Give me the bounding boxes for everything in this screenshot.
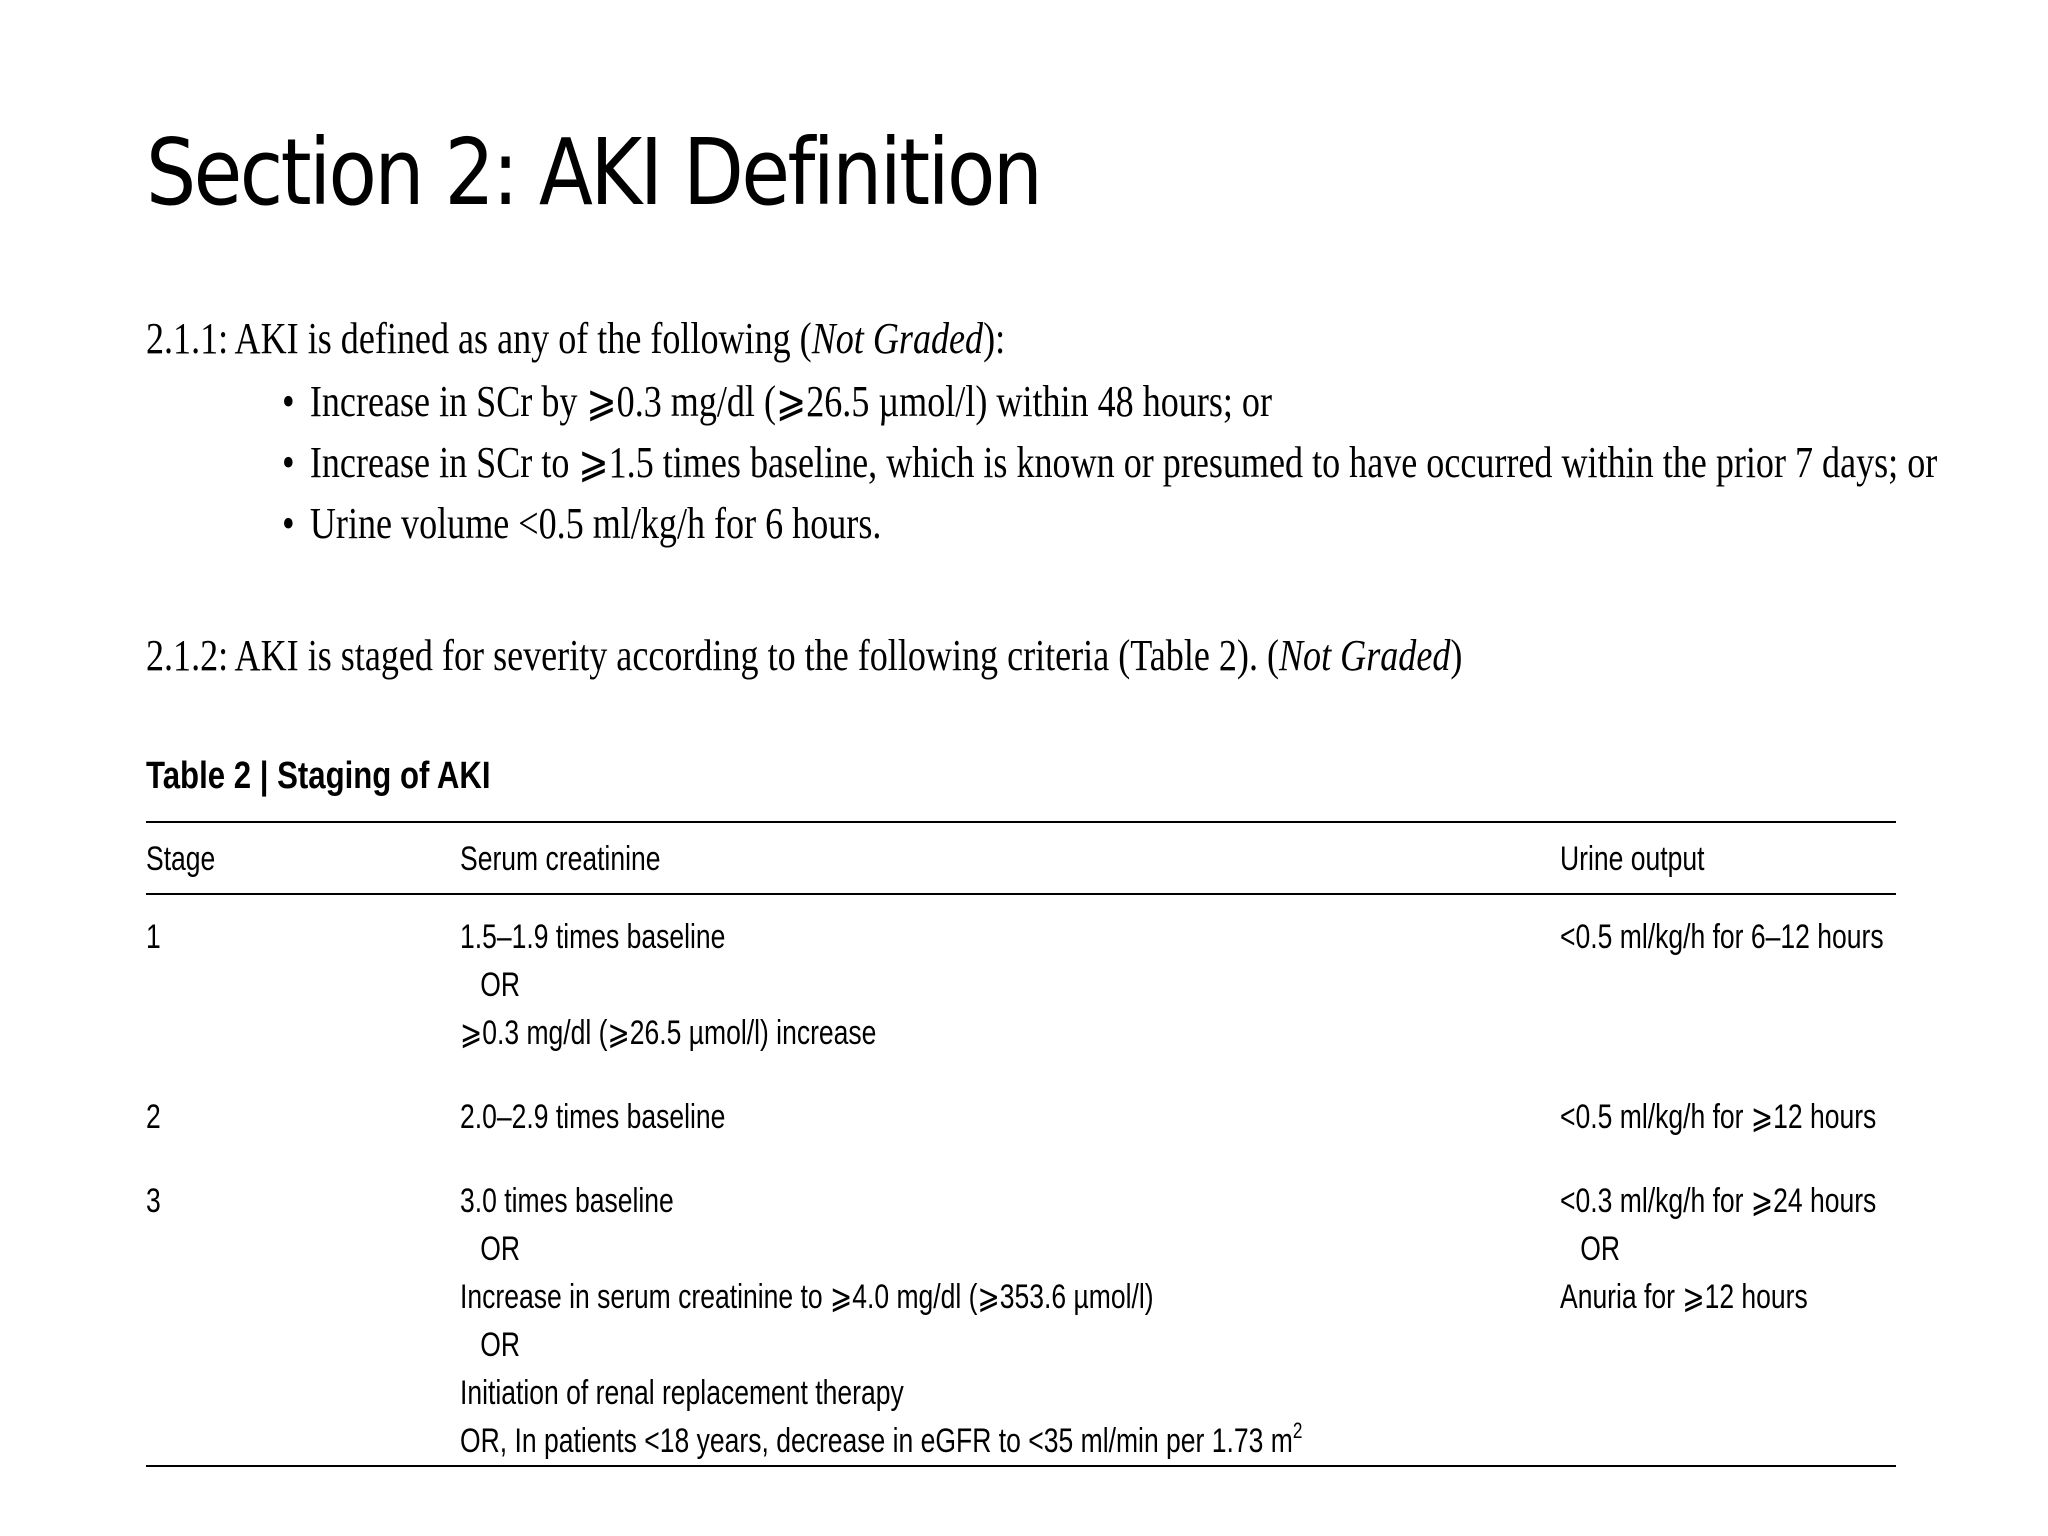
bullet-icon: • (282, 438, 295, 487)
table-caption: Table 2 | Staging of AKI (146, 755, 491, 797)
table-header-rule (146, 893, 1896, 895)
criterion-line: 2.0–2.9 times baseline (460, 1098, 726, 1136)
criteria-text: Urine volume <0.5 ml/kg/h for 6 hours. (309, 499, 882, 548)
bullet-icon: • (282, 377, 295, 426)
criterion-line: Anuria for ⩾12 hours (1560, 1278, 1808, 1316)
recommendation-number: 2.1.1: (146, 314, 229, 363)
criterion-line: ⩾0.3 mg/dl (⩾26.5 µmol/l) increase (460, 1014, 877, 1052)
table-bottom-rule (146, 1465, 1896, 1467)
table-row-urine (1560, 913, 1884, 961)
criterion-line: <0.5 ml/kg/h for 6–12 hours (1560, 918, 1884, 956)
recommendation-number: 2.1.2: (146, 631, 229, 680)
column-header-stage: Stage (146, 840, 216, 878)
recommendation-text-end: ): (983, 314, 1006, 363)
table-row-urine (1560, 1177, 1876, 1321)
recommendation-text: AKI is defined as any of the following ( (234, 314, 812, 363)
superscript: 2 (1292, 1418, 1303, 1443)
criteria-list (282, 371, 2048, 554)
or-separator: OR (480, 1326, 521, 1364)
grade-label: Not Graded (811, 314, 984, 363)
table-row-urine (1560, 1093, 1876, 1141)
or-separator: OR (1580, 1230, 1621, 1268)
bullet-icon: • (282, 499, 295, 548)
criterion-line (460, 1417, 1302, 1465)
list-item (282, 493, 1937, 554)
list-item (282, 432, 1937, 493)
criterion-line: 1.5–1.9 times baseline (460, 918, 726, 956)
or-separator: OR (480, 966, 521, 1004)
or-separator: OR (480, 1230, 521, 1268)
table-row-stage: 1 (146, 918, 161, 956)
grade-label: Not Graded (1278, 631, 1451, 680)
table-row-stage: 3 (146, 1182, 161, 1220)
page-title: Section 2: AKI Definition (146, 119, 1041, 226)
table-row-creatinine (460, 1093, 725, 1141)
column-header-serum-creatinine: Serum creatinine (460, 840, 661, 878)
criterion-line: Initiation of renal replacement therapy (460, 1374, 904, 1412)
recommendation-2-1-1 (146, 313, 1005, 366)
criterion-text: OR, In patients <18 years, decrease in eGFR to <35 ml/min per 1.73 m (460, 1422, 1293, 1460)
criterion-line: <0.3 ml/kg/h for ⩾24 hours (1560, 1182, 1877, 1220)
recommendation-2-1-2 (146, 630, 1462, 683)
recommendation-text-end: ) (1450, 631, 1463, 680)
table-row-creatinine (460, 913, 876, 1057)
criterion-line: <0.5 ml/kg/h for ⩾12 hours (1560, 1098, 1877, 1136)
table-row-creatinine (460, 1177, 1302, 1465)
table-top-rule (146, 821, 1896, 823)
table-row-stage: 2 (146, 1098, 161, 1136)
criteria-text: Increase in SCr by ⩾0.3 mg/dl (⩾26.5 µmol/l) within 48 hours; or (309, 377, 1272, 426)
recommendation-text: AKI is staged for severity according to the following criteria (Table 2). ( (234, 631, 1279, 680)
criterion-line: 3.0 times baseline (460, 1182, 674, 1220)
column-header-urine-output: Urine output (1560, 840, 1705, 878)
criterion-line: Increase in serum creatinine to ⩾4.0 mg/dl (⩾353.6 µmol/l) (460, 1278, 1154, 1316)
criteria-text: Increase in SCr to ⩾1.5 times baseline, which is known or presumed to have occurred within the prior 7 days; or (309, 438, 1938, 487)
list-item (282, 371, 1937, 432)
